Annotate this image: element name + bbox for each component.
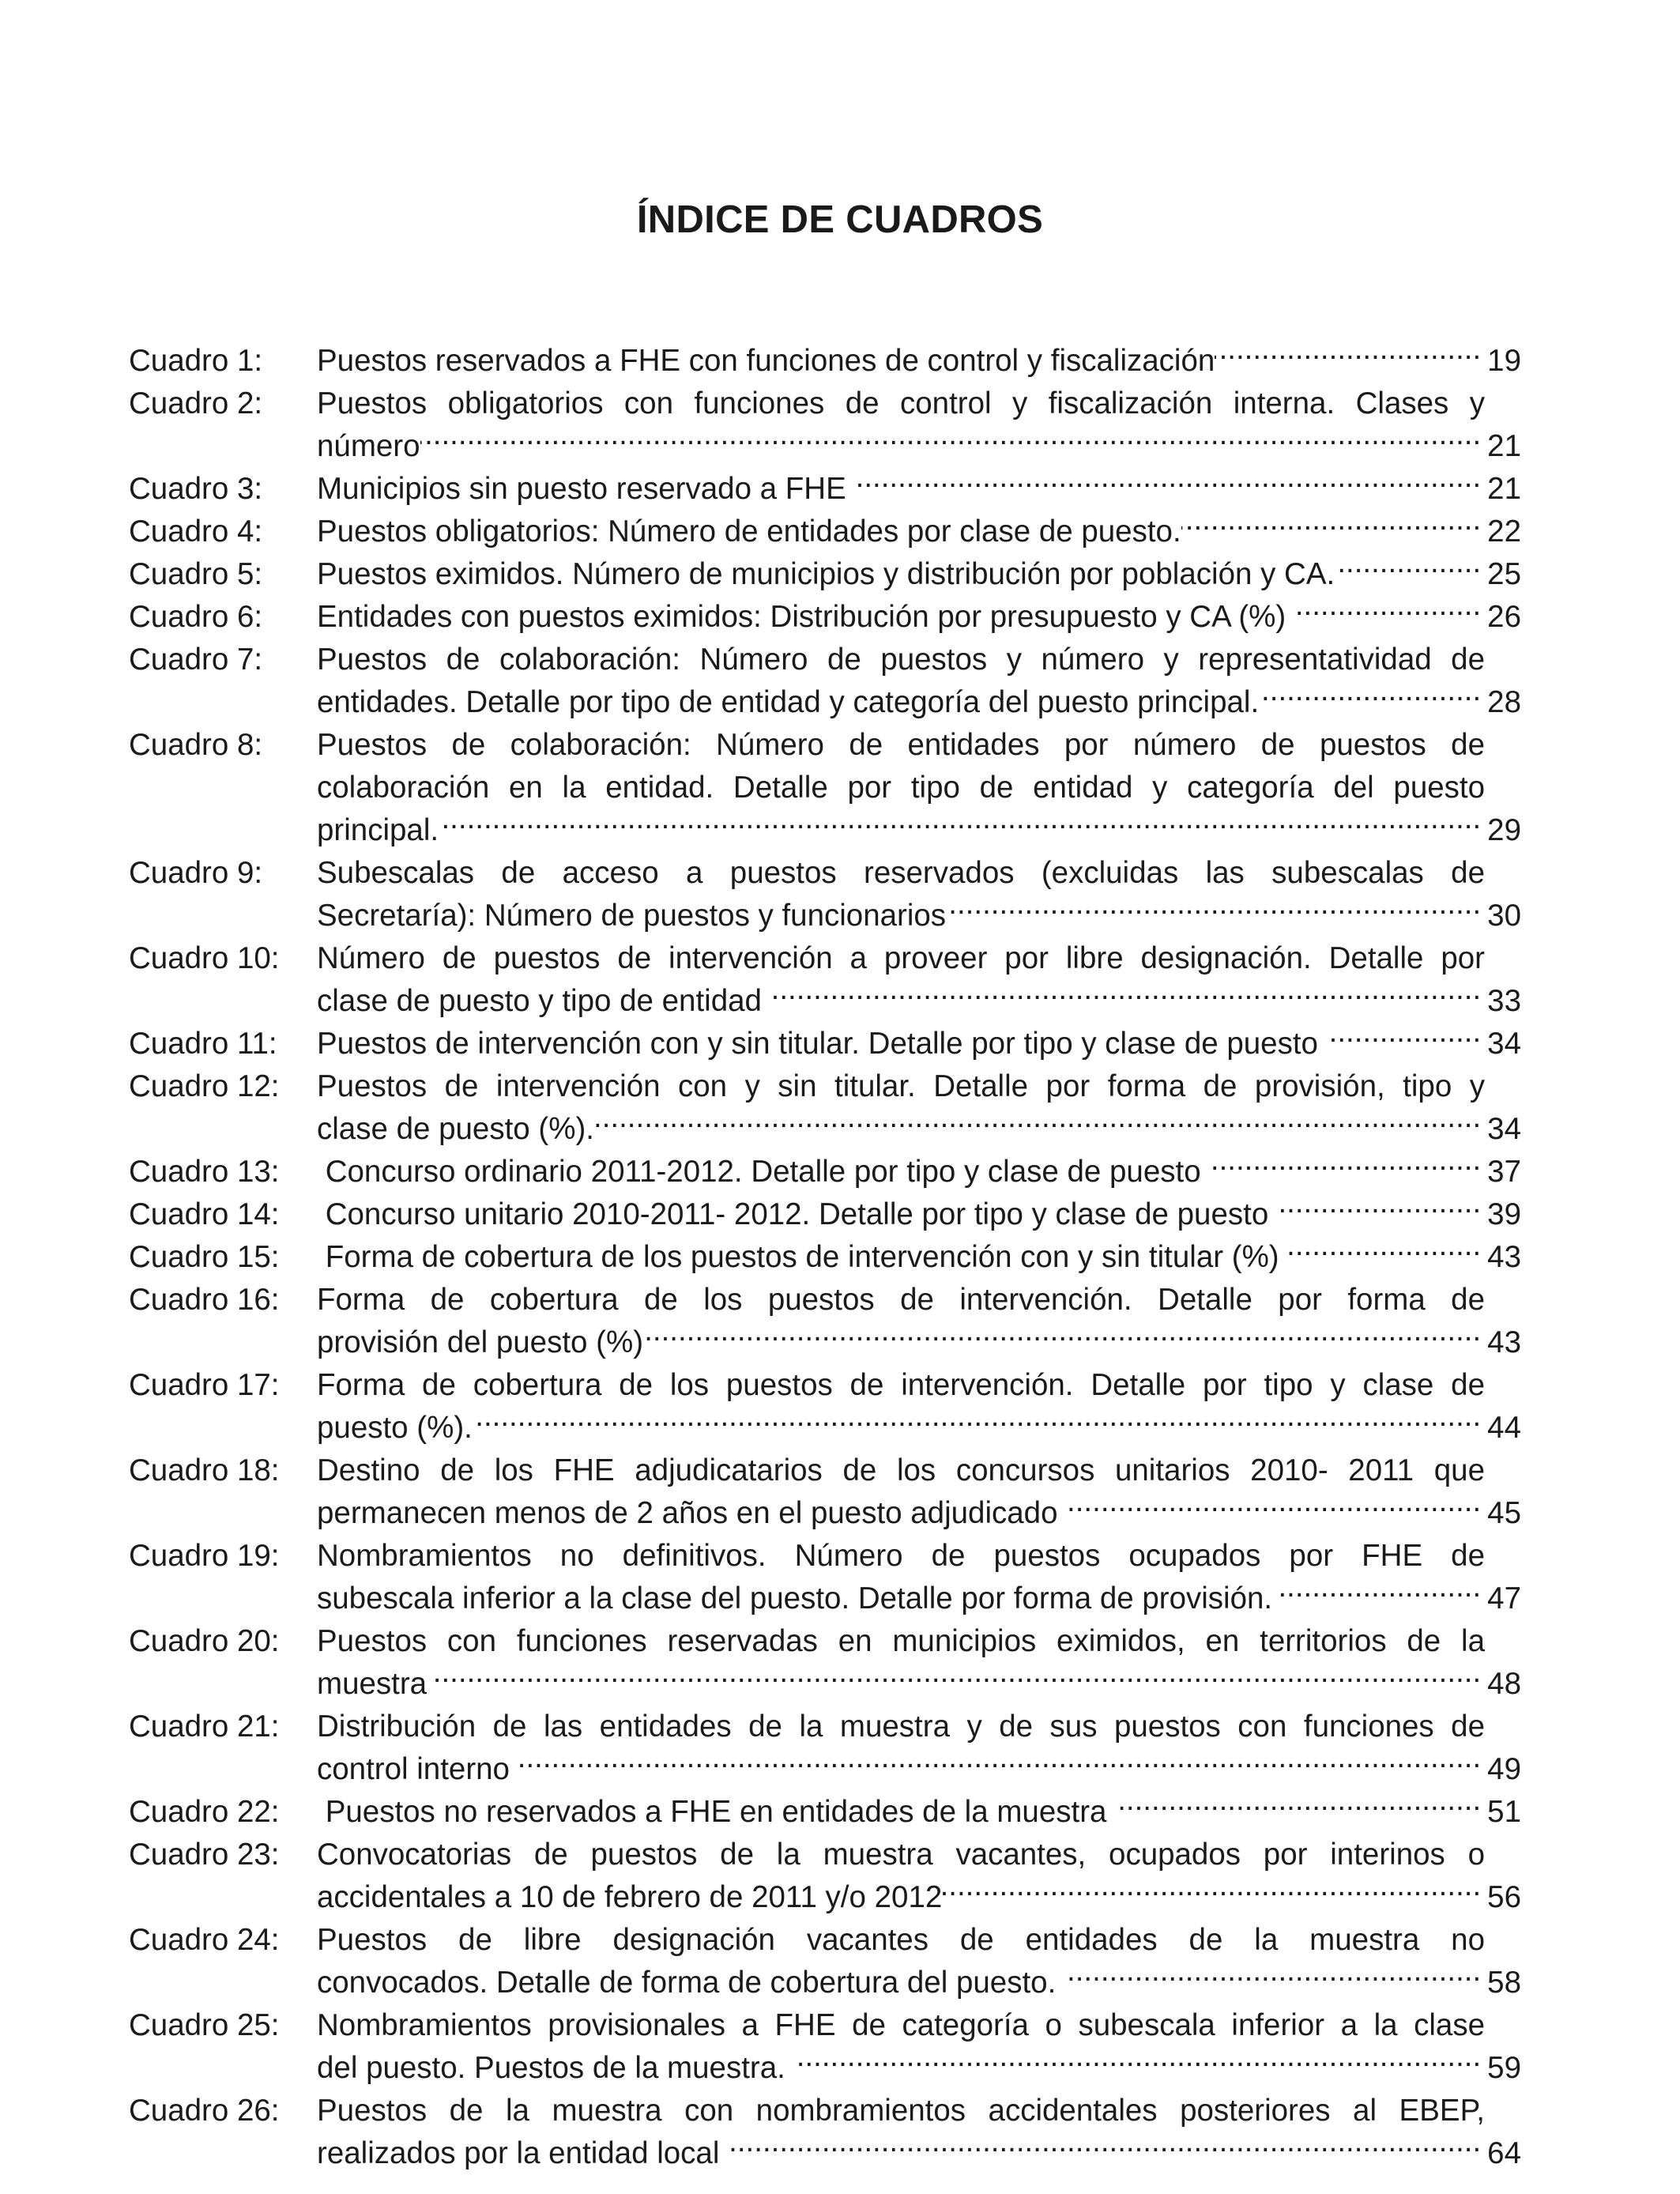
dot-leader bbox=[435, 1664, 1481, 1695]
dot-leader bbox=[1294, 597, 1481, 628]
toc-entry[interactable] bbox=[129, 383, 1521, 468]
toc-entry-label: Cuadro 20: bbox=[129, 1624, 280, 1658]
dot-leader bbox=[1209, 1152, 1481, 1182]
dot-leader bbox=[473, 1408, 1481, 1438]
toc-entry-title bbox=[317, 511, 1521, 553]
dot-leader bbox=[942, 1877, 1481, 1908]
toc-entry-page-number[interactable]: 43 bbox=[1487, 1240, 1521, 1274]
toc-entry-title bbox=[317, 1236, 1521, 1279]
dot-leader bbox=[728, 2133, 1481, 2164]
toc-entry-title-line: control interno bbox=[317, 1752, 518, 1786]
toc-entry[interactable] bbox=[129, 1834, 1521, 1919]
toc-entry[interactable] bbox=[129, 596, 1521, 639]
toc-entry-page-number[interactable]: 64 bbox=[1487, 2136, 1521, 2170]
table-of-contents bbox=[129, 340, 1521, 2175]
toc-entry-page-number[interactable]: 51 bbox=[1487, 1795, 1521, 1829]
toc-entry-title bbox=[317, 1449, 1521, 1535]
toc-entry-page-number[interactable]: 58 bbox=[1487, 1966, 1521, 2000]
toc-entry-label: Cuadro 9: bbox=[129, 856, 263, 890]
toc-entry-title-line: permanecen menos de 2 años en el puesto adjudicado bbox=[317, 1496, 1067, 1530]
toc-entry-page-number[interactable]: 25 bbox=[1487, 557, 1521, 591]
toc-entry-label: Cuadro 10: bbox=[129, 941, 280, 975]
toc-entry[interactable] bbox=[129, 1535, 1521, 1620]
toc-entry-page-number[interactable]: 44 bbox=[1487, 1411, 1521, 1445]
toc-entry-title-line: Nombramientos provisionales a FHE de categoría o subescala inferior a la clase bbox=[317, 2008, 1485, 2042]
toc-entry-title-line: Puestos de colaboración: Número de entidades por número de puestos de bbox=[317, 728, 1485, 762]
toc-entry-label: Cuadro 14: bbox=[129, 1197, 280, 1231]
toc-entry-page-number[interactable]: 34 bbox=[1487, 1112, 1521, 1146]
dot-leader bbox=[1277, 1194, 1481, 1225]
toc-entry-page-number[interactable]: 43 bbox=[1487, 1325, 1521, 1359]
toc-entry-title bbox=[317, 1065, 1521, 1151]
toc-entry-title bbox=[317, 1364, 1521, 1449]
toc-entry-title-line: Puestos de intervención con y sin titular. Detalle por forma de provisión, tipo y bbox=[317, 1069, 1485, 1103]
toc-entry-page-number[interactable]: 22 bbox=[1487, 515, 1521, 548]
toc-entry-title bbox=[317, 1023, 1521, 1065]
toc-entry-page-number[interactable]: 39 bbox=[1487, 1197, 1521, 1231]
toc-entry-title-line: Nombramientos no definitivos. Número de puestos ocupados por FHE de bbox=[317, 1539, 1485, 1573]
toc-entry-page-number[interactable]: 30 bbox=[1487, 899, 1521, 933]
toc-entry-page-number[interactable]: 48 bbox=[1487, 1667, 1521, 1701]
toc-entry-label: Cuadro 5: bbox=[129, 557, 263, 591]
toc-entry-title bbox=[317, 1791, 1521, 1834]
toc-entry[interactable] bbox=[129, 1151, 1521, 1193]
toc-entry[interactable] bbox=[129, 511, 1521, 553]
dot-leader bbox=[794, 2048, 1482, 2079]
dot-leader bbox=[1259, 682, 1481, 713]
toc-entry-title bbox=[317, 1151, 1521, 1193]
toc-entry-label: Cuadro 11: bbox=[129, 1027, 277, 1061]
toc-entry-title-line: Concurso ordinario 2011-2012. Detalle por tipo y clase de puesto bbox=[317, 1155, 1210, 1189]
dot-leader bbox=[1215, 341, 1481, 371]
dot-leader bbox=[518, 1749, 1482, 1780]
toc-entry-title-line: Entidades con puestos eximidos: Distribución por presupuesto y CA (%) bbox=[317, 600, 1294, 634]
toc-entry-title-line: Distribución de las entidades de la muestra y de sus puestos con funciones de bbox=[317, 1710, 1485, 1744]
toc-entry-page-number[interactable]: 45 bbox=[1487, 1496, 1521, 1530]
toc-entry-title-line: Puestos de colaboración: Número de puestos y número y representatividad de bbox=[317, 643, 1485, 677]
toc-entry-label: Cuadro 15: bbox=[129, 1240, 280, 1274]
toc-entry-page-number[interactable]: 34 bbox=[1487, 1027, 1521, 1061]
toc-entry-title bbox=[317, 1193, 1521, 1236]
toc-entry-page-number[interactable]: 47 bbox=[1487, 1581, 1521, 1615]
toc-entry-label: Cuadro 13: bbox=[129, 1155, 280, 1189]
toc-entry-title-line: Forma de cobertura de los puestos de intervención con y sin titular (%) bbox=[317, 1240, 1288, 1274]
toc-entry-title bbox=[317, 383, 1521, 468]
toc-entry-title-line: Puestos obligatorios: Número de entidades por clase de puesto. bbox=[317, 515, 1181, 548]
toc-entry-title-line: Destino de los FHE adjudicatarios de los concursos unitarios 2010- 2011 que bbox=[317, 1453, 1485, 1487]
toc-entry-label: Cuadro 6: bbox=[129, 600, 263, 634]
toc-entry-title-line: Puestos de intervención con y sin titular. Detalle por tipo y clase de puesto bbox=[317, 1027, 1327, 1061]
toc-entry[interactable] bbox=[129, 1620, 1521, 1706]
toc-entry-title bbox=[317, 1279, 1521, 1364]
toc-entry-title-line: del puesto. Puestos de la muestra. bbox=[317, 2051, 794, 2085]
dot-leader bbox=[1327, 1023, 1482, 1054]
dot-leader bbox=[1335, 554, 1481, 585]
toc-entry[interactable] bbox=[129, 1449, 1521, 1535]
toc-entry-title bbox=[317, 724, 1521, 852]
toc-entry[interactable] bbox=[129, 937, 1521, 1023]
toc-entry-label: Cuadro 25: bbox=[129, 2008, 280, 2042]
toc-entry-title-line: número bbox=[317, 429, 420, 463]
dot-leader bbox=[1181, 511, 1482, 542]
toc-entry-title-line: colaboración en la entidad. Detalle por tipo de entidad y categoría del puesto bbox=[317, 771, 1485, 805]
toc-entry-page-number[interactable]: 26 bbox=[1487, 600, 1521, 634]
toc-entry[interactable] bbox=[129, 1065, 1521, 1151]
toc-entry-title bbox=[317, 2090, 1521, 2175]
dot-leader bbox=[420, 426, 1482, 457]
toc-entry-title-line: clase de puesto y tipo de entidad bbox=[317, 984, 770, 1018]
toc-entry-title-line: provisión del puesto (%) bbox=[317, 1325, 644, 1359]
toc-entry-page-number[interactable]: 21 bbox=[1487, 472, 1521, 506]
toc-entry[interactable] bbox=[129, 1279, 1521, 1364]
toc-entry-label: Cuadro 26: bbox=[129, 2094, 280, 2128]
toc-entry-title bbox=[317, 1706, 1521, 1791]
toc-entry-title-line: Forma de cobertura de los puestos de intervención. Detalle por forma de bbox=[317, 1283, 1485, 1317]
toc-entry-title-line: Puestos de libre designación vacantes de entidades de la muestra no bbox=[317, 1923, 1485, 1957]
toc-entry-title-line: clase de puesto (%). bbox=[317, 1112, 594, 1146]
toc-entry-title-line: subescala inferior a la clase del puesto. Detalle por forma de provisión. bbox=[317, 1581, 1281, 1615]
toc-entry-title-line: puesto (%). bbox=[317, 1411, 473, 1445]
toc-entry-page-number[interactable]: 29 bbox=[1487, 813, 1521, 847]
toc-entry-page-number[interactable]: 56 bbox=[1487, 1880, 1521, 1914]
toc-entry-title-line: Puestos de la muestra con nombramientos accidentales posteriores al EBEP, bbox=[317, 2094, 1485, 2128]
dot-leader bbox=[1064, 1962, 1481, 1993]
dot-leader bbox=[643, 1322, 1481, 1353]
toc-entry-title bbox=[317, 1535, 1521, 1620]
toc-entry-page-number[interactable]: 21 bbox=[1487, 429, 1521, 463]
toc-entry-label: Cuadro 2: bbox=[129, 386, 263, 420]
toc-entry[interactable] bbox=[129, 724, 1521, 852]
toc-entry[interactable] bbox=[129, 1193, 1521, 1236]
page-title: ÍNDICE DE CUADROS bbox=[636, 198, 1044, 241]
toc-entry-label: Cuadro 21: bbox=[129, 1710, 280, 1744]
toc-entry-label: Cuadro 16: bbox=[129, 1283, 280, 1317]
toc-entry-label: Cuadro 19: bbox=[129, 1539, 280, 1573]
toc-entry-title-line: Puestos reservados a FHE con funciones de control y fiscalización bbox=[317, 344, 1215, 378]
toc-entry-title-line: Forma de cobertura de los puestos de intervención. Detalle por tipo y clase de bbox=[317, 1368, 1485, 1402]
toc-entry[interactable] bbox=[129, 1023, 1521, 1065]
toc-entry-title-line: Número de puestos de intervención a proveer por libre designación. Detalle por bbox=[317, 941, 1485, 975]
toc-entry-title-line: accidentales a 10 de febrero de 2011 y/o 2012 bbox=[317, 1880, 943, 1914]
toc-entry[interactable] bbox=[129, 1236, 1521, 1279]
toc-entry-title bbox=[317, 1834, 1521, 1919]
toc-entry-title-line: Puestos no reservados a FHE en entidades de la muestra bbox=[317, 1795, 1116, 1829]
toc-entry-page-number[interactable]: 19 bbox=[1487, 344, 1521, 378]
toc-entry-page-number[interactable]: 37 bbox=[1487, 1155, 1521, 1189]
toc-entry-label: Cuadro 22: bbox=[129, 1795, 280, 1829]
toc-entry-title bbox=[317, 1620, 1521, 1706]
toc-entry[interactable] bbox=[129, 553, 1521, 596]
toc-entry-title-line: Puestos eximidos. Número de municipios y distribución por población y CA. bbox=[317, 557, 1335, 591]
dot-leader bbox=[594, 1109, 1481, 1140]
toc-entry[interactable] bbox=[129, 340, 1521, 383]
dot-leader bbox=[1287, 1237, 1481, 1268]
toc-entry-title bbox=[317, 553, 1521, 596]
toc-entry-title-line: Puestos obligatorios con funciones de control y fiscalización interna. Clases y bbox=[317, 386, 1485, 420]
dot-leader bbox=[1066, 1493, 1481, 1524]
toc-entry-page-number[interactable]: 59 bbox=[1487, 2051, 1521, 2085]
toc-entry-title-line: Secretaría): Número de puestos y funcionarios bbox=[317, 899, 947, 933]
toc-entry[interactable] bbox=[129, 1791, 1521, 1834]
toc-entry[interactable] bbox=[129, 852, 1521, 937]
toc-entry-label: Cuadro 18: bbox=[129, 1453, 280, 1487]
toc-entry-title bbox=[317, 340, 1521, 383]
toc-entry-label: Cuadro 12: bbox=[129, 1069, 280, 1103]
toc-entry-label: Cuadro 24: bbox=[129, 1923, 280, 1957]
toc-entry-title-line: principal. bbox=[317, 813, 439, 847]
toc-entry[interactable] bbox=[129, 2004, 1521, 2090]
toc-entry-label: Cuadro 1: bbox=[129, 344, 263, 378]
toc-entry-title-line: Convocatorias de puestos de la muestra vacantes, ocupados por interinos o bbox=[317, 1838, 1485, 1872]
toc-entry-page-number[interactable]: 33 bbox=[1487, 984, 1521, 1018]
toc-entry-title-line: convocados. Detalle de forma de cobertura del puesto. bbox=[317, 1966, 1064, 2000]
toc-entry-title-line: muestra bbox=[317, 1667, 435, 1701]
toc-entry[interactable] bbox=[129, 1706, 1521, 1791]
toc-entry-title bbox=[317, 596, 1521, 639]
toc-entry-title bbox=[317, 1919, 1521, 2004]
toc-entry-label: Cuadro 8: bbox=[129, 728, 263, 762]
dot-leader bbox=[1281, 1578, 1481, 1609]
toc-entry-title bbox=[317, 468, 1521, 511]
toc-entry-title-line: realizados por la entidad local bbox=[317, 2136, 729, 2170]
toc-entry[interactable] bbox=[129, 639, 1521, 724]
toc-entry-page-number[interactable]: 49 bbox=[1487, 1752, 1521, 1786]
toc-entry-label: Cuadro 23: bbox=[129, 1838, 280, 1872]
toc-entry[interactable] bbox=[129, 2090, 1521, 2175]
toc-entry-title bbox=[317, 2004, 1521, 2090]
dot-leader bbox=[854, 469, 1481, 499]
toc-entry-title bbox=[317, 937, 1521, 1023]
dot-leader bbox=[439, 810, 1481, 841]
dot-leader bbox=[946, 895, 1481, 926]
toc-entry-title bbox=[317, 639, 1521, 724]
toc-entry-title-line: Puestos con funciones reservadas en municipios eximidos, en territorios de la bbox=[317, 1624, 1485, 1658]
toc-entry[interactable] bbox=[129, 1364, 1521, 1449]
toc-entry[interactable] bbox=[129, 468, 1521, 511]
dot-leader bbox=[1115, 1792, 1481, 1823]
toc-entry-title-line: Subescalas de acceso a puestos reservados (excluidas las subescalas de bbox=[317, 856, 1485, 890]
dot-leader bbox=[770, 981, 1482, 1012]
toc-entry-title-line: Concurso unitario 2010-2011- 2012. Detalle por tipo y clase de puesto bbox=[317, 1197, 1277, 1231]
toc-entry-title-line: entidades. Detalle por tipo de entidad y categoría del puesto principal. bbox=[317, 685, 1260, 719]
toc-entry-label: Cuadro 7: bbox=[129, 643, 263, 677]
toc-entry[interactable] bbox=[129, 1919, 1521, 2004]
toc-entry-label: Cuadro 3: bbox=[129, 472, 263, 506]
toc-entry-title bbox=[317, 852, 1521, 937]
toc-entry-page-number[interactable]: 28 bbox=[1487, 685, 1521, 719]
toc-entry-label: Cuadro 4: bbox=[129, 515, 263, 548]
toc-entry-title-line: Municipios sin puesto reservado a FHE bbox=[317, 472, 855, 506]
toc-entry-label: Cuadro 17: bbox=[129, 1368, 280, 1402]
